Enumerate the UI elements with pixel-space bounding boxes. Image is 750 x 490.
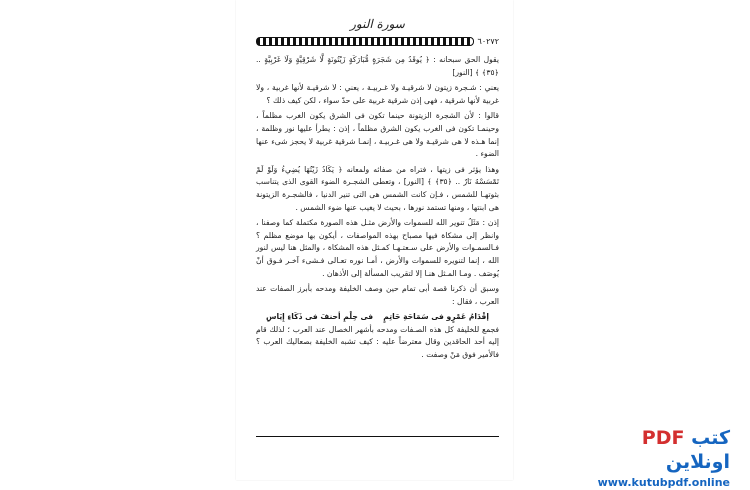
poem-verse xyxy=(256,311,499,324)
watermark-brand-pdf: PDF xyxy=(641,427,685,449)
page-number: ٦٠٢٧٢ xyxy=(477,36,499,46)
paragraph: إذن : مَثَلُ تنوير الله للسموات والأرض مثـل هذه الصورة مكتملة كما وصفنا ، وانظر إلى مشكاة فيها مصباح بهذه المواصفات ، أيكون بها موضع مظلم ؟ فـالسمـوات والأرض على سـعتـهـا كمـثل هذه المشكاة ، والمثل هنا ليس لنور الله ، إنما لتنويره للسموات والأرض ، أمـا نوره تعـالى فـشىء آخـر فـوق أنْ يُوصَف . ومـا المـثل هنـا إلا لتقريب المسألة إلى الأذهان . xyxy=(256,218,499,278)
watermark-brand-online: اونلاين xyxy=(665,451,730,473)
poem-first-hemistich: إقْدَامُ عَمْرٍو فى سَمَاحَةِ حَاتِمٍ xyxy=(383,312,489,322)
page-content xyxy=(256,14,499,480)
poem-second-hemistich: فى حِلْمِ أحنفَ فى ذَكَاءِ إِيَاسِ xyxy=(266,312,374,322)
body-text xyxy=(256,54,499,362)
surah-title: سورة النور xyxy=(350,17,405,31)
watermark-url: www.kutubpdf.online xyxy=(597,476,730,489)
footer-rule xyxy=(256,436,499,437)
header-rule xyxy=(256,36,499,46)
chain-ornament xyxy=(256,37,474,46)
watermark-brand-kutub: كتب xyxy=(691,427,730,449)
book-page xyxy=(236,0,513,480)
paragraph: وهذا يؤثر فى زيتها ، فتراه من صفائه ولمعانه ﴿ يَكَادُ زَيْتُهَا يُضِيءُ وَلَوْ لَمْ تَمْسَسْهُ نَارٌ .. ﴿٣٥﴾ ﴾ [النور] ، وتعطى الشجـرة الضوء القوى الذى يتناسب بثوتهـا للشمس ، فـإن كانت الشمس هى التى تنير الدنيا ، فالشجـرة الزيتونة هى ابنتها ، ومنها تستمد نورها ، بحيث لا يغيب عنها ضوء الشمس . xyxy=(256,164,499,212)
paragraph: وسبق أن ذكرنا قصة أبى تمام حين وصف الخليفة ومدحه بأبرز الصفات عند العرب ، فقال : xyxy=(256,284,499,306)
paragraph: فجمع للخليفة كل هذه الصـفات ومدحه بأشهر الخصال عند العرب ؛ لذلك قام إليه أحد الحاقدين وقال معترضاً عليه : كيف تشبه الخليفة بصعاليك العرب ؟ فالأمير فوق مَنْ وصفت . xyxy=(256,324,499,360)
paragraph: يعني : شـجرة زيتون لا شرقيـة ولا غـربيـة ، يعني : لا شرقيـة لأنها غربية ، ولا غربية لأنها شرقية ، فهى إذن شرقية غربية على حدّ سواء ، لكن كيف ذلك ؟ xyxy=(256,83,499,105)
paragraph: يقول الحق سبحانه : ﴿ يُوقَدُ مِن شَجَرَةٍ مُّبَارَكَةٍ زَيْتُونَةٍ لَّا شَرْقِيَّةٍ وَلَا غَرْبِيَّةٍ .. ﴿٣٥﴾ ﴾ [النور] xyxy=(256,55,499,77)
paragraph: قالوا : لأن الشجرة الزيتونة حينما تكون فى الشرق يكون الغرب مظلماً ، وحينمـا تكون فى الغرب يكون الشرق مظلماً ، إذن : يطرأ عليها نور وظلمة ، إنما هـذه لا هى شرقيـة ولا هى غـربيـة ، إنمـا شرقية غربية لا يحجز شىء عنها الضوء . xyxy=(256,111,499,159)
watermark-brand xyxy=(580,426,730,474)
watermark-logo xyxy=(580,426,730,490)
